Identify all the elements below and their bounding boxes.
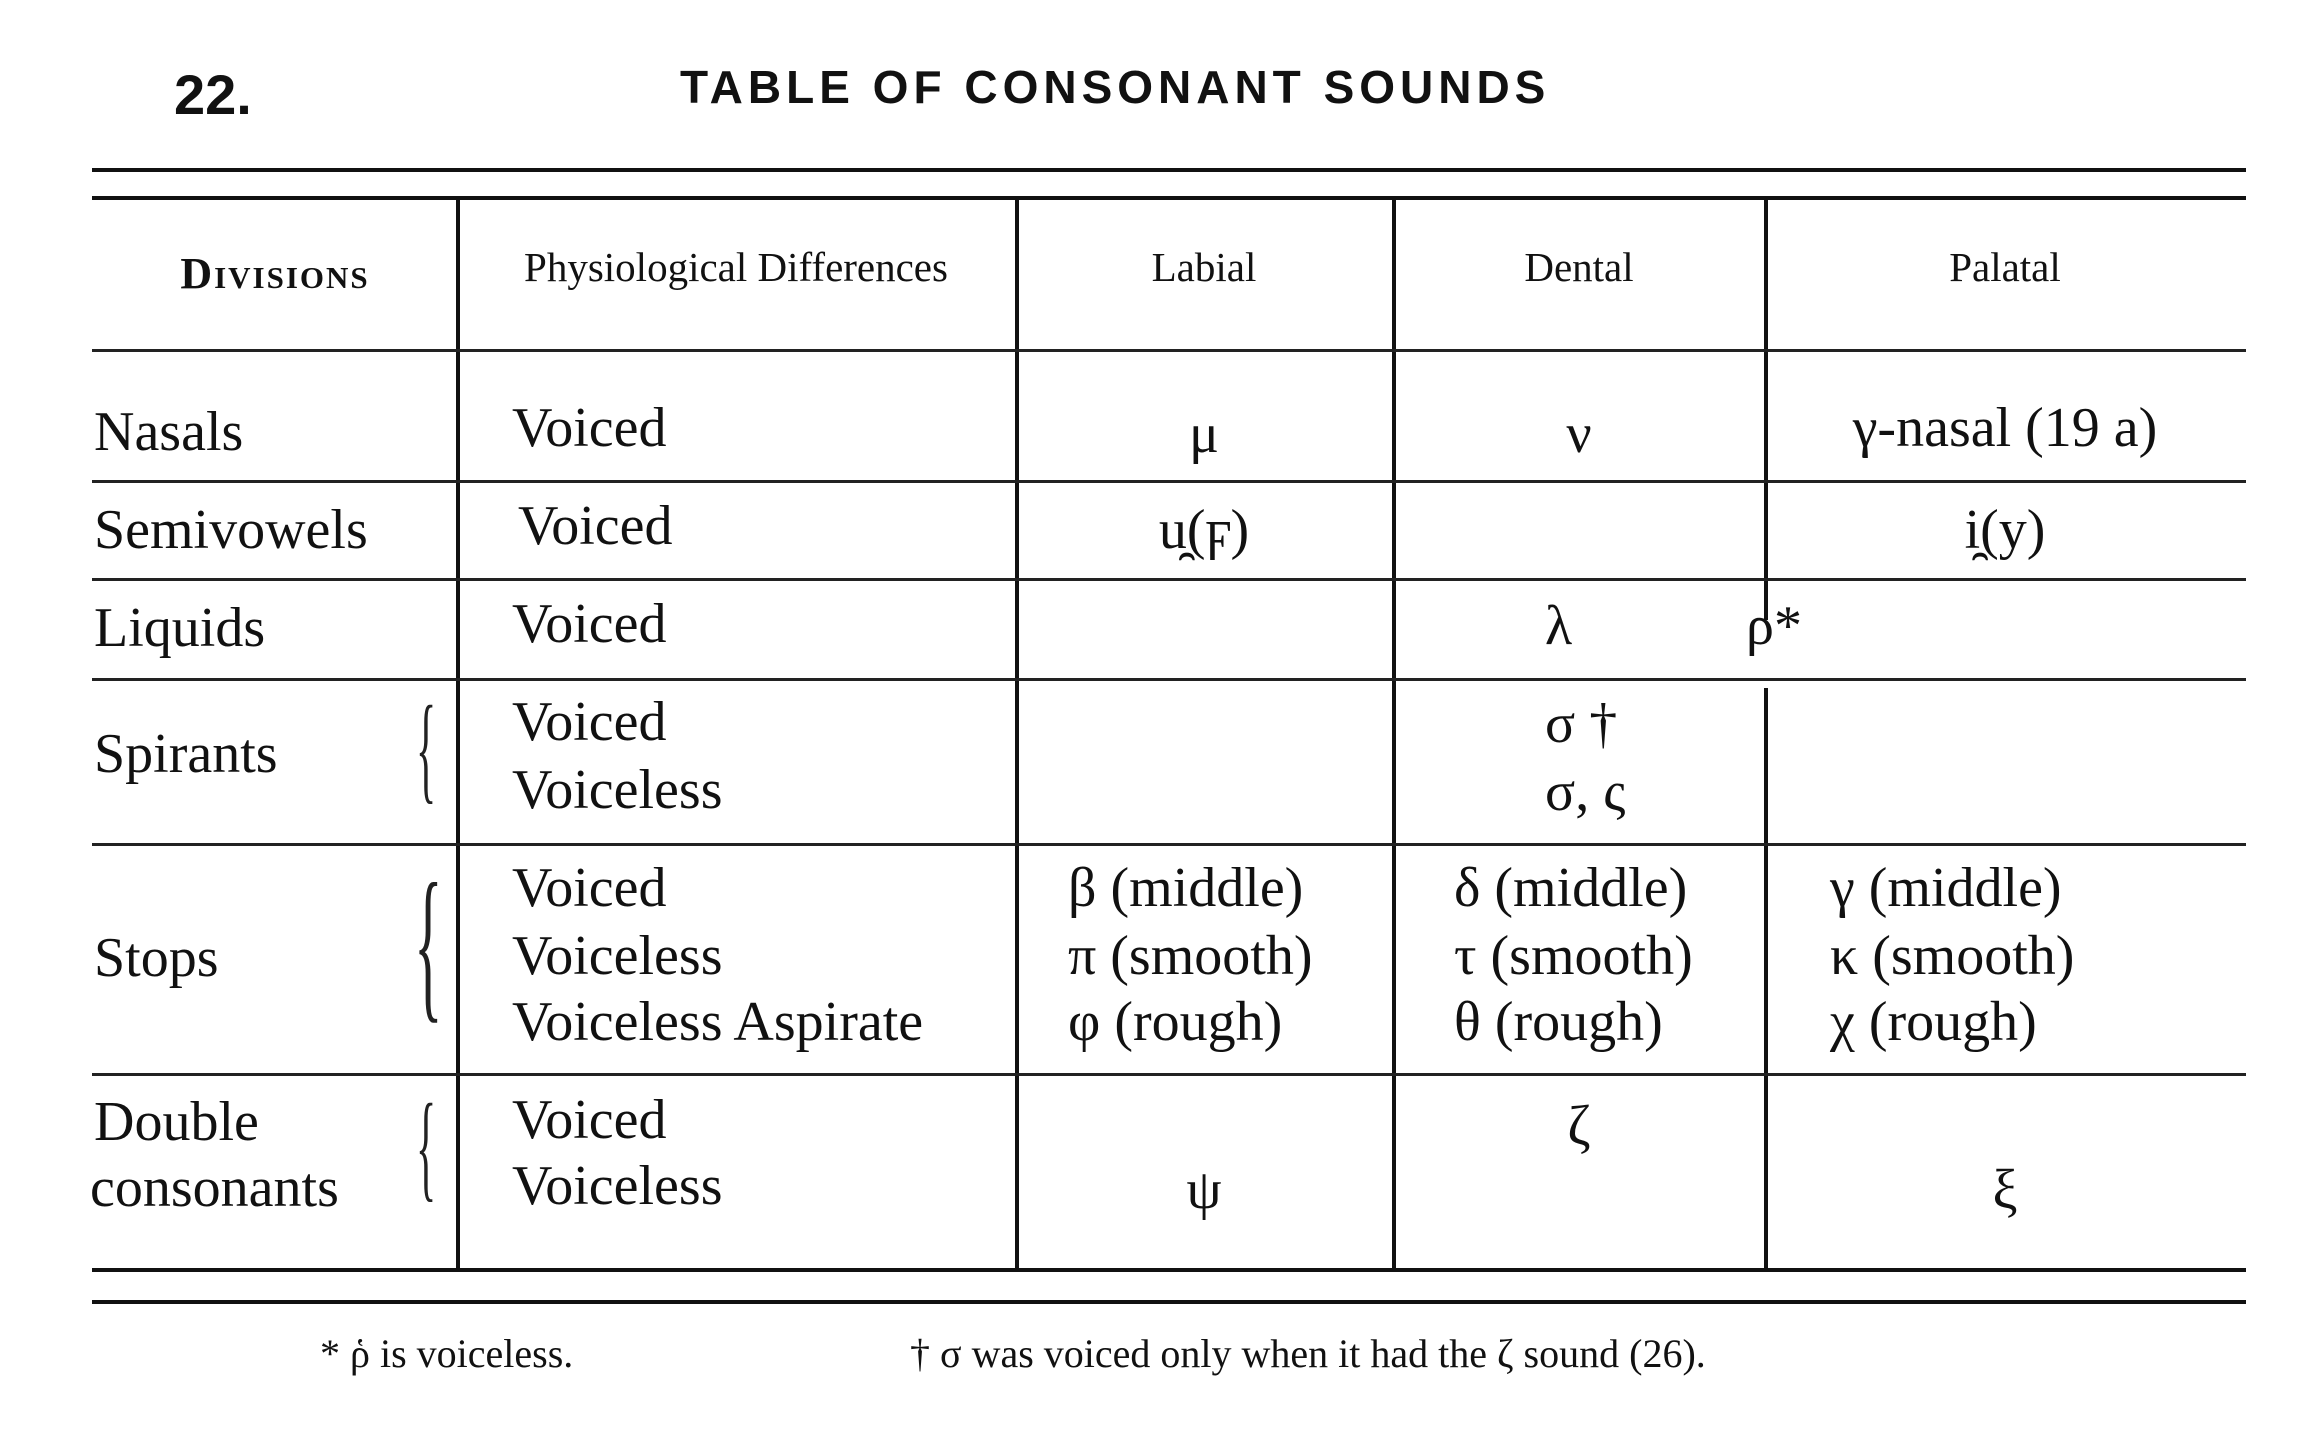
cell-dental-lambda: λ <box>1545 595 1573 657</box>
top-rule-inner <box>92 196 2246 200</box>
division-stops: Stops <box>94 927 219 989</box>
cell-dental: δ (middle) <box>1454 857 1688 919</box>
page-number: 22. <box>174 63 252 126</box>
footnote-sigma: † σ was voiced only when it had the ζ sound (26). <box>910 1331 1706 1376</box>
row-separator <box>92 578 2246 581</box>
cell-labial: π (smooth) <box>1068 925 1313 987</box>
header-labial: Labial <box>1151 244 1257 290</box>
cell-diff: Voiceless <box>512 1155 723 1217</box>
row-separator <box>92 1073 2246 1076</box>
cell-dental: ζ <box>1567 1095 1591 1157</box>
cell-dental: θ (rough) <box>1454 991 1663 1053</box>
cell-diff: Voiced <box>512 593 667 655</box>
cell-labial: β (middle) <box>1068 857 1304 919</box>
division-spirants: Spirants <box>94 723 278 785</box>
cell-labial: ψ <box>1186 1159 1222 1221</box>
brace: { <box>416 681 437 814</box>
cell-diff: Voiced <box>512 857 667 919</box>
cell-palatal: i̯(y) <box>1964 499 2046 561</box>
footnote-rho: * ῥ is voiceless. <box>320 1331 574 1376</box>
cell-diff: Voiced <box>512 1089 667 1151</box>
column-divider <box>456 200 460 1268</box>
column-divider <box>1764 688 1768 1268</box>
cell-labial: μ <box>1188 403 1220 465</box>
column-divider <box>1392 200 1396 1268</box>
cell-labial: φ (rough) <box>1068 991 1283 1053</box>
cell-diff: Voiceless Aspirate <box>512 991 924 1053</box>
top-rule <box>92 168 2246 172</box>
cell-palatal: γ-nasal (19 a) <box>1852 397 2158 459</box>
cell-dental: σ, ς <box>1545 761 1626 823</box>
brace: { <box>416 1079 437 1212</box>
cell-dental-rho: ρ* <box>1746 595 1802 657</box>
cell-dental: ν <box>1566 403 1592 465</box>
cell-diff: Voiced <box>518 495 673 557</box>
cell-palatal: χ (rough) <box>1830 991 2037 1053</box>
header-physiological-differences: Physiological Differences <box>524 244 948 290</box>
cell-diff: Voiced <box>512 691 667 753</box>
cell-dental: σ † <box>1545 693 1618 755</box>
cell-diff: Voiced <box>512 397 667 459</box>
cell-palatal: γ (middle) <box>1830 857 2062 919</box>
cell-dental: τ (smooth) <box>1454 925 1693 987</box>
division-liquids: Liquids <box>94 597 266 659</box>
bottom-rule-outer <box>92 1300 2246 1304</box>
division-double: Double <box>94 1091 259 1153</box>
cell-labial: u̯(ϝ) <box>1158 499 1250 561</box>
division-nasals: Nasals <box>94 401 244 463</box>
header-divisions: Divisions <box>180 249 370 298</box>
column-divider <box>1764 200 1768 620</box>
division-semivowels: Semivowels <box>94 499 368 561</box>
division-consonants: consonants <box>90 1157 339 1219</box>
cell-palatal: κ (smooth) <box>1830 925 2075 987</box>
row-separator <box>92 843 2246 846</box>
bottom-rule <box>92 1268 2246 1272</box>
brace: { <box>414 849 443 1037</box>
row-separator <box>92 480 2246 483</box>
column-divider <box>1015 200 1019 1268</box>
cell-diff: Voiceless <box>512 759 723 821</box>
cell-diff: Voiceless <box>512 925 723 987</box>
page-title: TABLE OF CONSONANT SOUNDS <box>680 61 1551 113</box>
header-palatal: Palatal <box>1949 244 2061 290</box>
header-dental: Dental <box>1524 244 1634 290</box>
cell-palatal: ξ <box>1992 1159 2018 1221</box>
row-separator <box>92 349 2246 352</box>
